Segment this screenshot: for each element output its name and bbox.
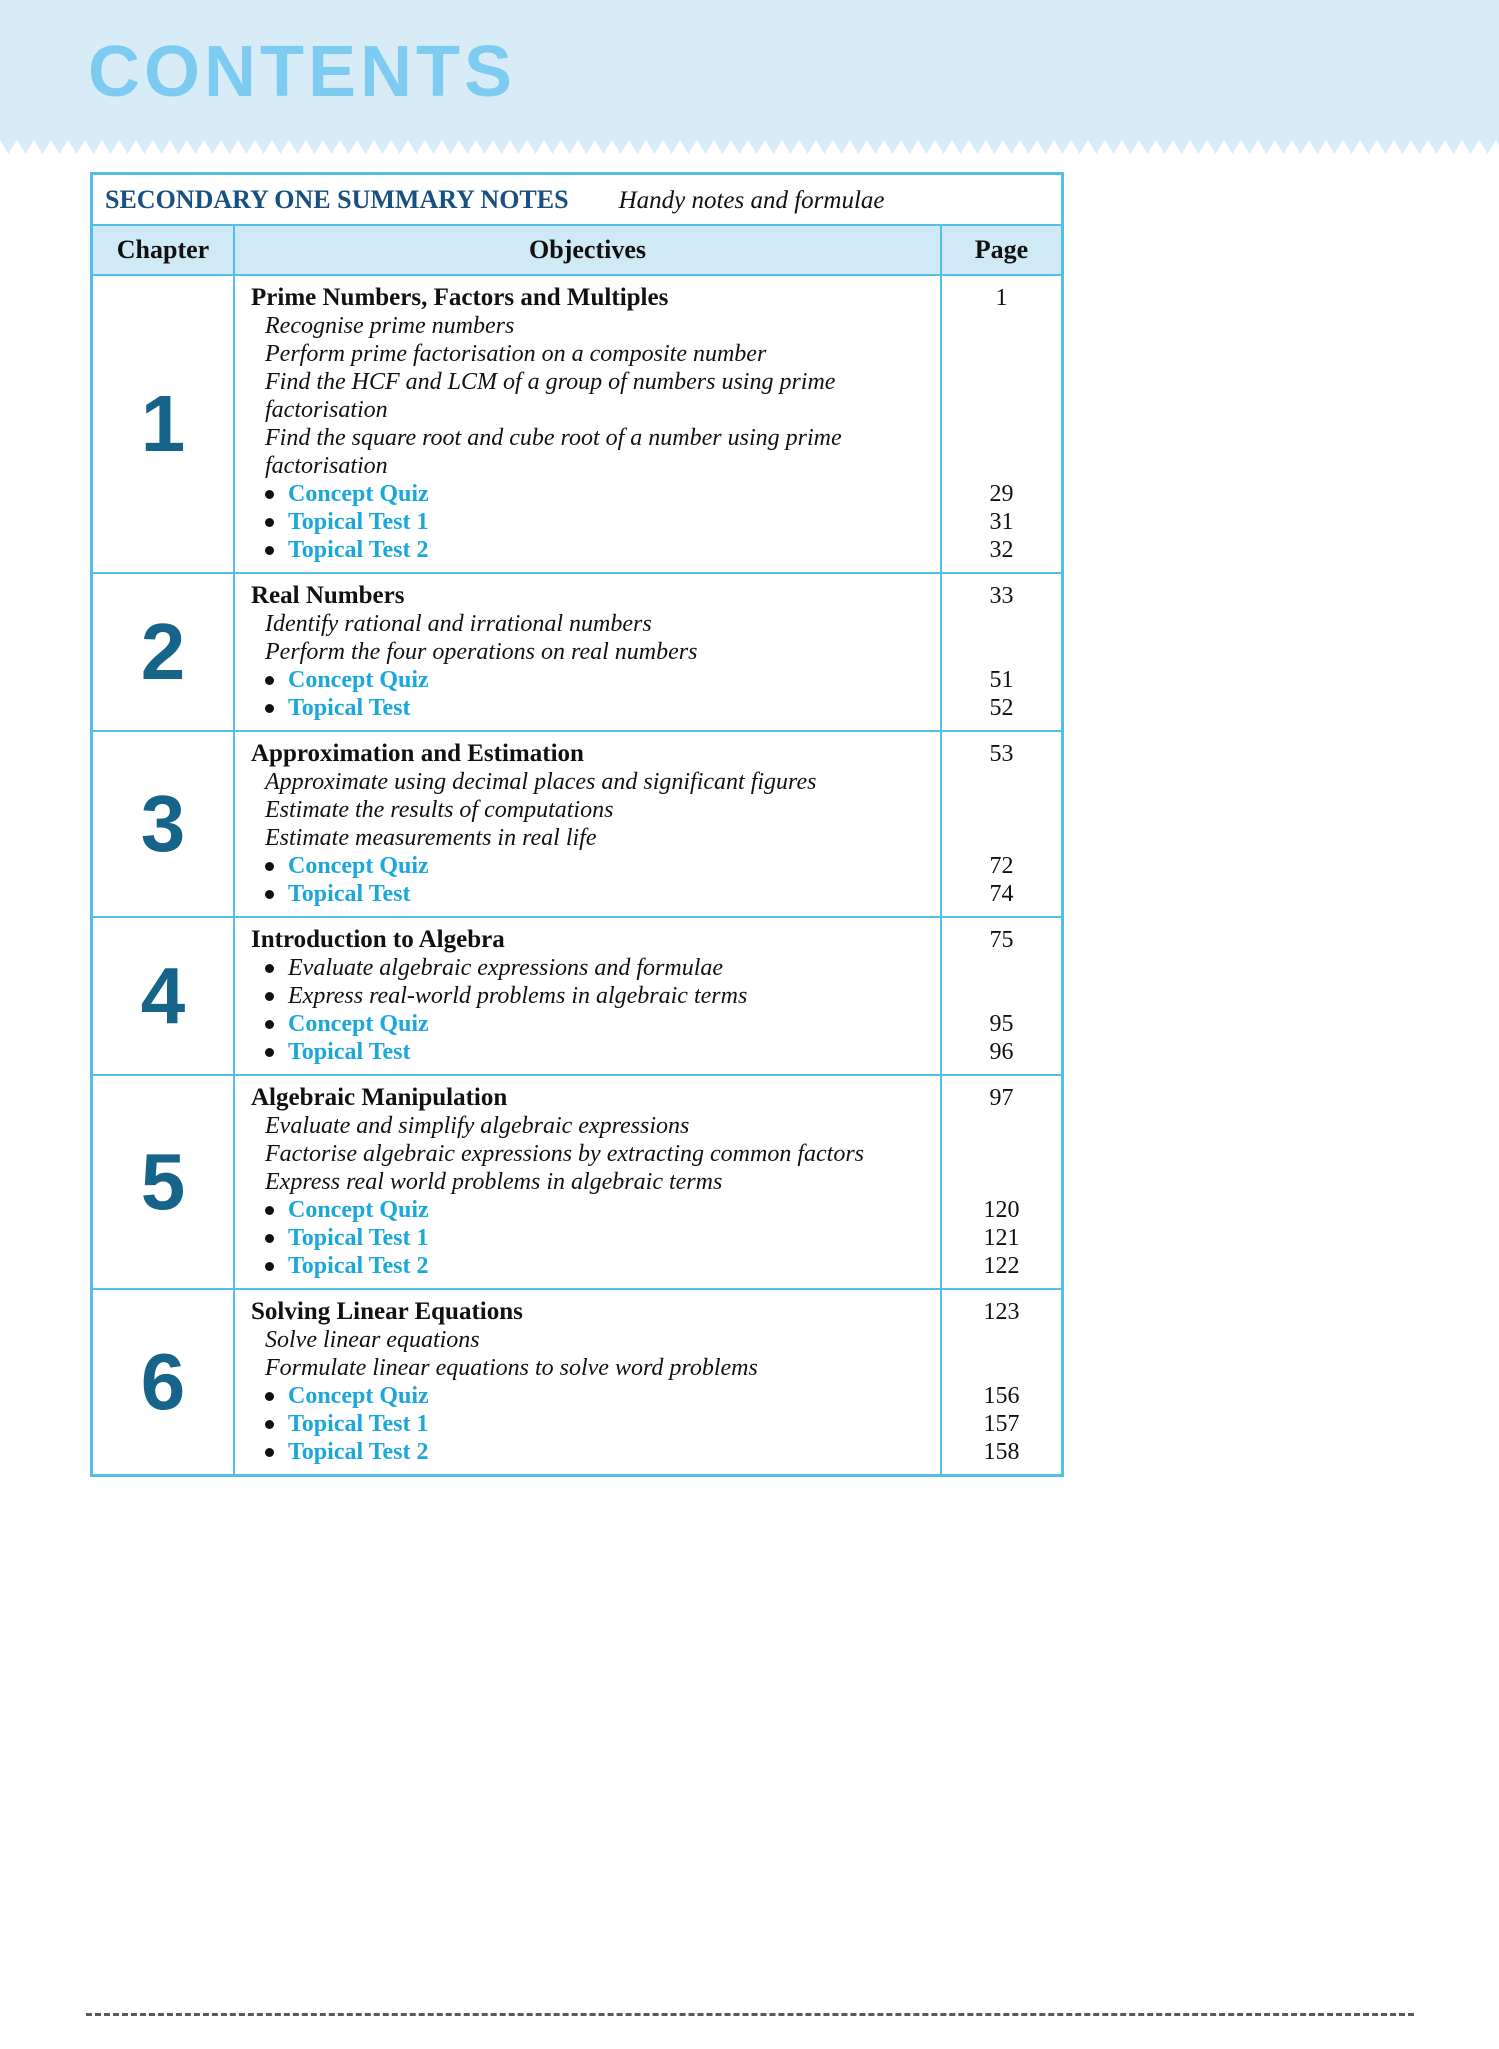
bullet-icon [265, 992, 274, 1001]
chapter-objectives [233, 276, 940, 572]
chapter-title: Introduction to Algebra [251, 926, 505, 953]
assessment-page: 120 [983, 1197, 1020, 1223]
assessment-label: Topical Test [288, 695, 411, 721]
objective-text: Express real world problems in algebraic terms [265, 1169, 723, 1195]
assessment-line [251, 880, 926, 908]
assessment-line [251, 480, 926, 508]
objective-text: Express real-world problems in algebraic terms [288, 983, 748, 1009]
bullet-icon [265, 1020, 274, 1029]
chapter-objectives [233, 918, 940, 1074]
objective-text: Estimate measurements in real life [265, 825, 597, 851]
objective-line [251, 768, 926, 796]
bullet-icon [265, 1048, 274, 1057]
objective-text: Perform the four operations on real numbers [265, 639, 698, 665]
assessment-page: 74 [989, 881, 1014, 907]
assessment-label: Topical Test 2 [288, 1253, 429, 1279]
chapter-number: 4 [140, 951, 186, 1040]
cut-line [86, 2013, 1414, 2016]
objective-text: Find the square root and cube root of a number using prime [265, 425, 842, 451]
chapter-pages [940, 918, 1061, 1074]
assessment-label: Topical Test 1 [288, 1225, 429, 1251]
assessment-label: Concept Quiz [288, 1011, 429, 1037]
assessment-line [251, 1410, 926, 1438]
chapter-pages [940, 732, 1061, 916]
bullet-icon [265, 1448, 274, 1457]
assessment-page: 52 [989, 695, 1014, 721]
chapter-objectives [233, 1076, 940, 1288]
bullet-icon [265, 676, 274, 685]
assessment-label: Concept Quiz [288, 667, 429, 693]
assessment-label: Topical Test 2 [288, 1439, 429, 1465]
header-row [93, 224, 1061, 274]
header-band [0, 0, 1499, 140]
assessment-pages [990, 666, 1014, 722]
assessment-line [251, 536, 926, 564]
bullet-icon [265, 546, 274, 555]
caption-row [93, 175, 1061, 224]
bullet-icon [265, 964, 274, 973]
assessment-page: 96 [989, 1039, 1014, 1065]
series-title: SECONDARY ONE SUMMARY NOTES [105, 185, 569, 214]
chapter-title: Approximation and Estimation [251, 740, 584, 767]
assessment-page: 31 [989, 509, 1014, 535]
chapter-start-page: 1 [995, 285, 1008, 311]
assessment-line [251, 1438, 926, 1466]
objective-text: Estimate the results of computations [265, 797, 614, 823]
bullet-icon [265, 1262, 274, 1271]
chapter-pages [940, 574, 1061, 730]
chapter-title: Prime Numbers, Factors and Multiples [251, 284, 669, 311]
bullet-icon [265, 518, 274, 527]
objective-line [251, 1140, 926, 1168]
assessment-line [251, 1010, 926, 1038]
assessment-pages [990, 480, 1014, 564]
assessment-label: Concept Quiz [288, 1197, 429, 1223]
assessment-page: 29 [989, 481, 1014, 507]
objective-line [251, 610, 926, 638]
objective-text: Find the HCF and LCM of a group of numbers using prime [265, 369, 836, 395]
chapter-pages [940, 1076, 1061, 1288]
objective-line [251, 638, 926, 666]
chapter-row [93, 1288, 1061, 1474]
assessment-label: Concept Quiz [288, 1383, 429, 1409]
assessment-page: 122 [983, 1253, 1020, 1279]
bullet-icon [265, 704, 274, 713]
bullet-icon [265, 490, 274, 499]
assessment-pages [990, 852, 1014, 908]
objective-line [251, 312, 926, 340]
assessment-label: Topical Test 1 [288, 509, 429, 535]
col-header-objectives: Objectives [233, 226, 940, 274]
assessment-line [251, 666, 926, 694]
bullet-icon [265, 1206, 274, 1215]
objective-text: Approximate using decimal places and significant figures [265, 769, 817, 795]
objective-text: factorisation [265, 397, 388, 423]
assessment-page: 72 [989, 853, 1014, 879]
objective-line [251, 368, 926, 396]
chapter-row [93, 572, 1061, 730]
chapter-number: 1 [140, 379, 186, 468]
assessment-label: Concept Quiz [288, 481, 429, 507]
assessment-label: Topical Test [288, 1039, 411, 1065]
objective-text: Formulate linear equations to solve word problems [265, 1355, 758, 1381]
assessment-pages [990, 1010, 1014, 1066]
chapter-number: 3 [140, 779, 186, 868]
objective-text: Evaluate and simplify algebraic expressions [265, 1113, 690, 1139]
chapter-row [93, 916, 1061, 1074]
toc-table [90, 172, 1064, 1477]
chapter-number: 5 [140, 1137, 186, 1226]
zigzag-edge-icon [0, 140, 1499, 154]
objective-line [251, 396, 926, 424]
chapter-start-page: 97 [989, 1085, 1014, 1111]
objective-line [251, 452, 926, 480]
page-title: CONTENTS [88, 32, 516, 112]
table-body [93, 274, 1061, 1474]
assessment-page: 51 [989, 667, 1014, 693]
objective-line [251, 1112, 926, 1140]
assessment-page: 156 [983, 1383, 1020, 1409]
chapter-start-page: 33 [989, 583, 1014, 609]
bullet-icon [265, 1234, 274, 1243]
objective-line [251, 824, 926, 852]
objective-line [251, 424, 926, 452]
assessment-line [251, 1038, 926, 1066]
objective-text: Evaluate algebraic expressions and formulae [288, 955, 724, 981]
objective-line [251, 954, 926, 982]
objective-line [251, 1326, 926, 1354]
assessment-page: 121 [983, 1225, 1020, 1251]
assessment-line [251, 852, 926, 880]
bullet-icon [265, 862, 274, 871]
chapter-objectives [233, 732, 940, 916]
chapter-start-page: 53 [989, 741, 1014, 767]
bullet-icon [265, 1420, 274, 1429]
chapter-row [93, 1074, 1061, 1288]
objective-text: Factorise algebraic expressions by extracting common factors [265, 1141, 864, 1167]
assessment-label: Topical Test 2 [288, 537, 429, 563]
chapter-objectives [233, 574, 940, 730]
assessment-line [251, 694, 926, 722]
assessment-page: 157 [983, 1411, 1020, 1437]
objective-text: factorisation [265, 453, 388, 479]
chapter-objectives [233, 1290, 940, 1474]
chapter-start-page: 75 [989, 927, 1014, 953]
chapter-title: Real Numbers [251, 582, 405, 609]
chapter-start-page: 123 [983, 1299, 1020, 1325]
objective-text: Identify rational and irrational numbers [265, 611, 652, 637]
chapter-pages [940, 1290, 1061, 1474]
objective-line [251, 1354, 926, 1382]
assessment-pages [984, 1382, 1020, 1466]
objective-line [251, 796, 926, 824]
chapter-pages [940, 276, 1061, 572]
chapter-number: 6 [140, 1337, 186, 1426]
assessment-label: Topical Test [288, 881, 411, 907]
assessment-label: Topical Test 1 [288, 1411, 429, 1437]
objective-line [251, 1168, 926, 1196]
objective-text: Solve linear equations [265, 1327, 480, 1353]
objective-text: Recognise prime numbers [265, 313, 515, 339]
series-subtitle: Handy notes and formulae [618, 187, 885, 214]
assessment-line [251, 1382, 926, 1410]
assessment-page: 95 [989, 1011, 1014, 1037]
objective-line [251, 982, 926, 1010]
assessment-page: 158 [983, 1439, 1020, 1465]
chapter-row [93, 274, 1061, 572]
bullet-icon [265, 890, 274, 899]
assessment-page: 32 [989, 537, 1014, 563]
objective-line [251, 340, 926, 368]
assessment-line [251, 1252, 926, 1280]
col-header-page: Page [940, 226, 1061, 274]
assessment-line [251, 1224, 926, 1252]
assessment-line [251, 1196, 926, 1224]
assessment-label: Concept Quiz [288, 853, 429, 879]
assessment-pages [984, 1196, 1020, 1280]
chapter-title: Algebraic Manipulation [251, 1084, 508, 1111]
col-header-chapter: Chapter [116, 235, 210, 264]
chapter-row [93, 730, 1061, 916]
assessment-line [251, 508, 926, 536]
chapter-title: Solving Linear Equations [251, 1298, 523, 1325]
bullet-icon [265, 1392, 274, 1401]
chapter-number: 2 [140, 607, 186, 696]
objective-text: Perform prime factorisation on a composite number [265, 341, 767, 367]
